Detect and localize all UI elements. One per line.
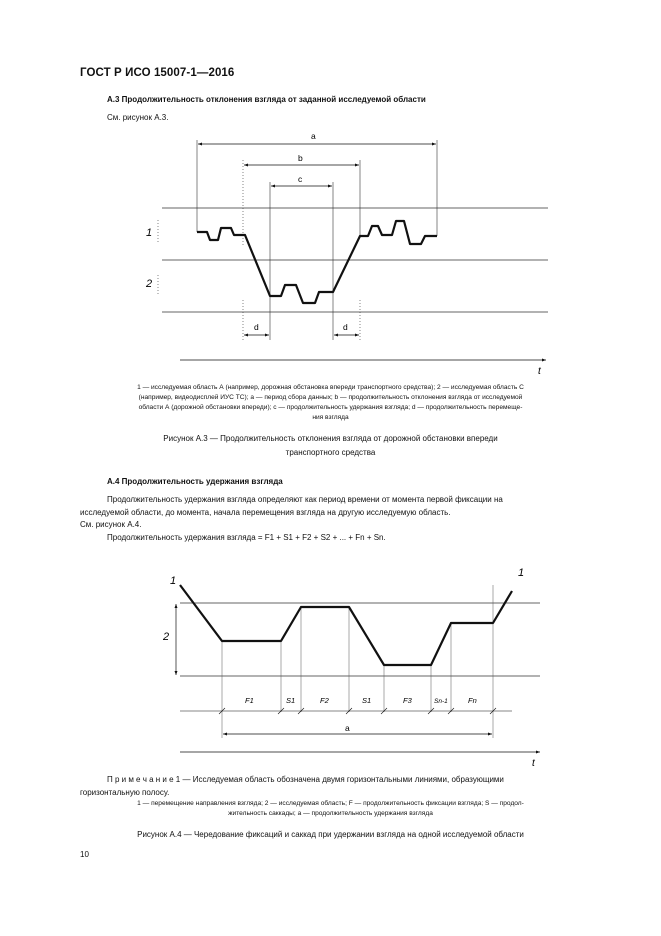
- label-d-right: d: [343, 322, 348, 332]
- label-b: b: [298, 153, 303, 163]
- label-region-2: 2: [163, 631, 170, 643]
- label-fn: Fn: [468, 696, 477, 705]
- legend-line: 1 — перемещение направления взгляда; 2 — исследуемая область; F — продолжительность фиксации взгляда; S — продол-: [137, 800, 524, 807]
- label-region-2: 2: [146, 278, 153, 290]
- document-header: ГОСТ Р ИСО 15007-1—2016: [80, 67, 235, 79]
- legend-line: области А (дорожной обстановки впереди); с — продолжительность удержания взгляда; d — продолжительность перемеще-: [138, 404, 523, 411]
- label-s1: S1: [286, 696, 296, 705]
- legend-line: (например, видеодисплей ИУС ТС); а — период сбора данных; b — продолжительность отклонения взгляда от исследуемой: [138, 394, 523, 401]
- legend-line: жительность саккады; а — продолжительность удержания взгляда: [228, 810, 433, 817]
- label-c: c: [298, 174, 303, 184]
- figure-a4-caption: Рисунок А.4 — Чередование фиксаций и саккад при удержании взгляда на одной исследуемой области: [137, 830, 524, 839]
- label-sn-1: Sn-1: [434, 698, 448, 705]
- page-number: 10: [80, 850, 89, 859]
- label-saccade-left: 1: [170, 575, 177, 587]
- section-a4-paragraph: Продолжительность удержания взгляда определяют как период времени от момента первой фиксации на исследуемой области, до момента, начала перемещения взгляда на другую исследуемую область. См. рисунок А.4.: [80, 495, 503, 529]
- label-f3: F3: [403, 696, 412, 705]
- label-d-left: d: [254, 322, 259, 332]
- label-region-1: 1: [146, 227, 153, 239]
- section-a4-heading: А.4 Продолжительность удержания взгляда: [107, 477, 283, 486]
- label-saccade-right: 1: [518, 567, 525, 579]
- section-a3-see-figure: См. рисунок А.3.: [107, 113, 169, 122]
- legend-line: ния взгляда: [312, 414, 349, 421]
- label-f2: F2: [320, 696, 329, 705]
- label-t: t: [538, 366, 541, 377]
- legend-line: 1 — исследуемая область А (например, дорожная обстановка впереди транспортного средства); 2 — исследуемая область С: [137, 384, 524, 391]
- figure-a3-caption: Рисунок А.3 — Продолжительность отклонения взгляда от дорожной обстановки впереди транспортного средства: [163, 434, 498, 457]
- section-a3-heading: А.3 Продолжительность отклонения взгляда от заданной исследуемой области: [107, 95, 426, 104]
- gaze-trace-line: [180, 585, 512, 665]
- hold-duration-formula: Продолжительность удержания взгляда = F1 + S1 + F2 + S2 + ... + Fn + Sn.: [107, 533, 386, 542]
- figure-a4-note: П р и м е ч а н и е 1 — Исследуемая область обозначена двумя горизонтальными линиями, образующими горизонтальную полосу.: [80, 775, 504, 797]
- label-f1: F1: [245, 696, 254, 705]
- label-s1-second: S1: [362, 696, 372, 705]
- figure-a4-legend: [78, 799, 583, 819]
- label-t: t: [532, 758, 535, 769]
- label-a: a: [345, 723, 350, 733]
- label-a: a: [311, 131, 316, 141]
